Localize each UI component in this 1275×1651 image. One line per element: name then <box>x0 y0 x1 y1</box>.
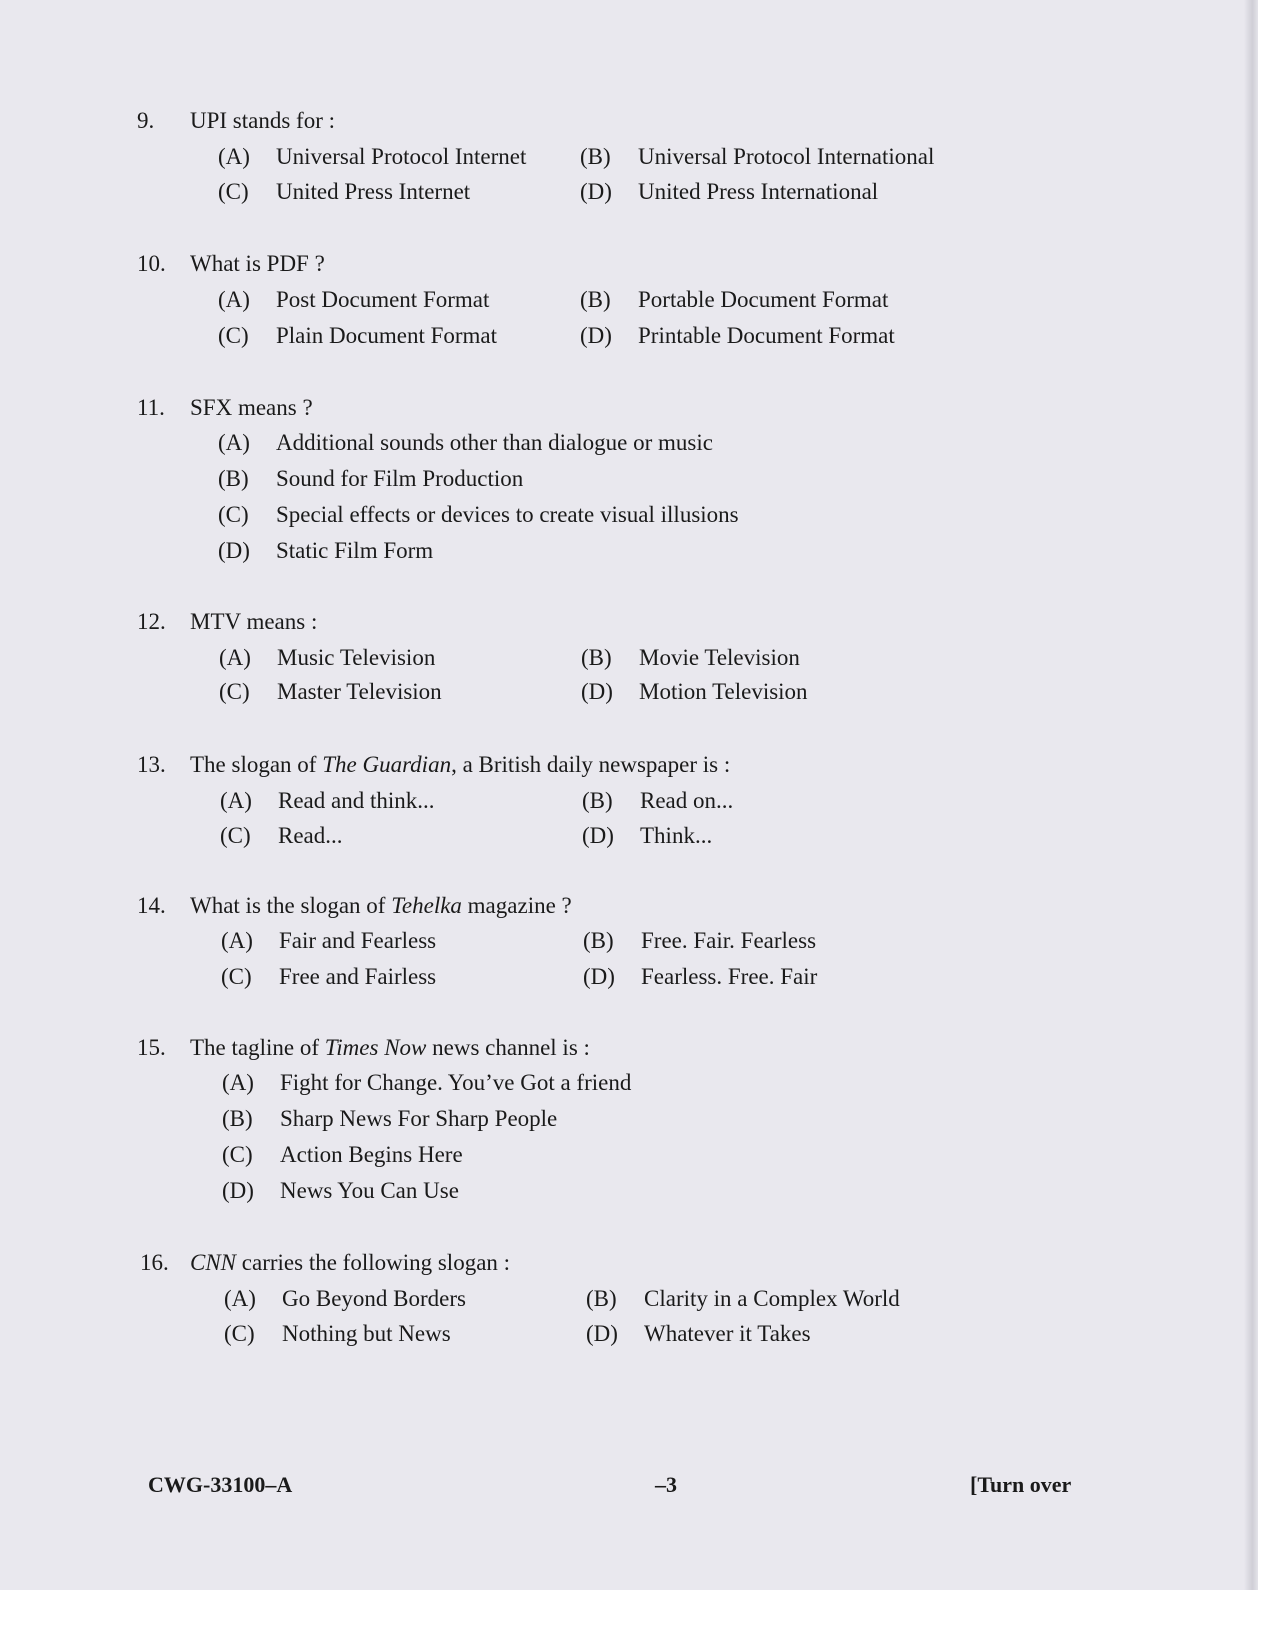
option-c: (C) United Press Internet <box>218 179 471 204</box>
option-d: (D) United Press International <box>580 179 879 204</box>
paper-code: CWG-33100–A <box>148 1472 293 1497</box>
option-b: (B) Portable Document Format <box>580 287 889 312</box>
option-c: (C) Free and Fairless <box>221 964 437 989</box>
option-d: (D) Printable Document Format <box>580 323 895 348</box>
question-number: 12. <box>137 609 166 634</box>
question-number: 11. <box>137 395 165 420</box>
question-text: UPI stands for : <box>190 108 336 133</box>
option-d: (D) Fearless. Free. Fair <box>583 964 818 989</box>
option-a: (A) Post Document Format <box>218 287 490 312</box>
option-a: (A) Read and think... <box>220 788 435 813</box>
turn-over-note: [Turn over <box>970 1472 1072 1497</box>
option-a: (A) Go Beyond Borders <box>224 1286 466 1311</box>
option-b: (B) Universal Protocol International <box>580 144 935 169</box>
option-a: (A) Fair and Fearless <box>221 928 437 953</box>
option-c: (C) Master Television <box>219 679 442 704</box>
question-number: 16. <box>140 1250 169 1275</box>
page-number: –3 <box>655 1472 677 1497</box>
question-text: CNN carries the following slogan : <box>190 1250 511 1275</box>
option-a: (A) Fight for Change. You’ve Got a friend <box>222 1070 632 1095</box>
option-d: (D) Motion Television <box>581 679 808 704</box>
question-text: The tagline of Times Now news channel is : <box>190 1035 590 1060</box>
question-number: 14. <box>137 893 166 918</box>
question-number: 10. <box>137 251 166 276</box>
option-b: (B) Read on... <box>582 788 734 813</box>
question-text: What is the slogan of Tehelka magazine ? <box>190 893 572 918</box>
option-c: (C) Action Begins Here <box>222 1142 463 1167</box>
question-text: The slogan of The Guardian, a British daily newspaper is : <box>190 752 731 777</box>
question-text: MTV means : <box>190 609 318 634</box>
question-text: What is PDF ? <box>190 251 325 276</box>
option-b: (B) Sharp News For Sharp People <box>222 1106 558 1131</box>
question-text: SFX means ? <box>190 395 313 420</box>
option-a: (A) Music Television <box>219 645 436 670</box>
option-c: (C) Read... <box>220 823 343 848</box>
option-b: (B) Clarity in a Complex World <box>586 1286 900 1311</box>
option-b: (B) Free. Fair. Fearless <box>583 928 817 953</box>
option-d: (D) Think... <box>582 823 713 848</box>
option-d: (D) Static Film Form <box>218 538 434 563</box>
option-a: (A) Universal Protocol Internet <box>218 144 527 169</box>
question-number: 15. <box>137 1035 166 1060</box>
option-c: (C) Nothing but News <box>224 1321 451 1346</box>
option-d: (D) News You Can Use <box>222 1178 459 1203</box>
option-d: (D) Whatever it Takes <box>586 1321 811 1346</box>
question-number: 13. <box>137 752 166 777</box>
option-a: (A) Additional sounds other than dialogue or music <box>218 430 713 455</box>
option-b: (B) Sound for Film Production <box>218 466 524 491</box>
option-c: (C) Plain Document Format <box>218 323 498 348</box>
question-number: 9. <box>137 108 155 133</box>
option-c: (C) Special effects or devices to create visual illusions <box>218 502 739 527</box>
option-b: (B) Movie Television <box>581 645 800 670</box>
